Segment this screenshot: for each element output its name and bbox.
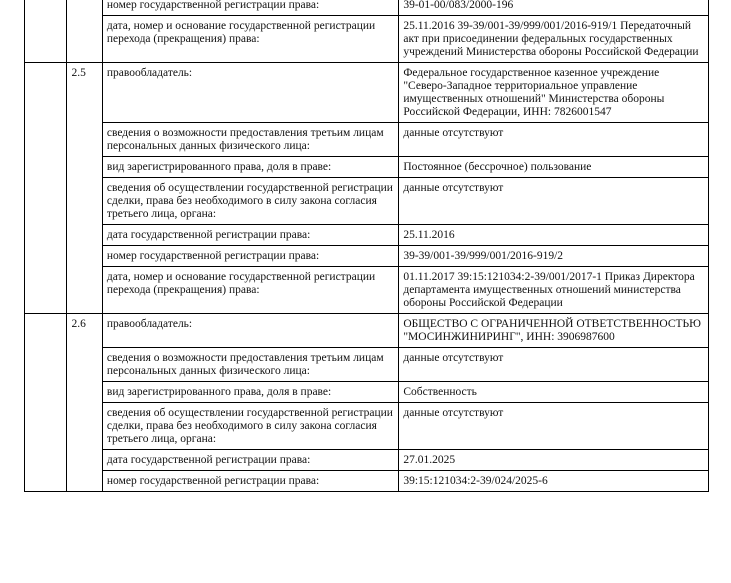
field-label: правообладатель:: [102, 63, 398, 123]
field-value: Собственность: [399, 382, 709, 403]
table-row: [25, 348, 709, 382]
field-label: номер государственной регистрации права:: [102, 471, 398, 492]
field-label: вид зарегистрированного права, доля в праве:: [102, 382, 398, 403]
margin-cell: [25, 63, 67, 314]
table-row: [25, 314, 709, 348]
field-label: сведения об осуществлении государственной регистрации сделки, права без необходимого в силу закона согласия третьего лица, органа:: [102, 178, 398, 225]
field-value: 39-01-00/083/2000-196: [399, 0, 709, 16]
registration-table: [24, 0, 709, 492]
field-value: 25.11.2016 39-39/001-39/999/001/2016-919/1 Передаточный акт при присоединении федеральных государственных учреждений Министерства обороны Российской Федерации: [399, 16, 709, 63]
table-row: [25, 382, 709, 403]
field-label: дата государственной регистрации права:: [102, 450, 398, 471]
field-value: 39-39/001-39/999/001/2016-919/2: [399, 246, 709, 267]
table-row: [25, 0, 709, 16]
field-label: сведения об осуществлении государственной регистрации сделки, права без необходимого в силу закона согласия третьего лица, органа:: [102, 403, 398, 450]
margin-cell: [25, 314, 67, 492]
field-label: вид зарегистрированного права, доля в праве:: [102, 157, 398, 178]
table-row: [25, 450, 709, 471]
table-row: [25, 157, 709, 178]
field-value: 25.11.2016: [399, 225, 709, 246]
field-value: Федеральное государственное казенное учреждение "Северо-Западное территориальное управление имущественных отношений" Министерства обороны Российской Федерации, ИНН: 7826001547: [399, 63, 709, 123]
field-value: данные отсутствуют: [399, 348, 709, 382]
section-number: 2.6: [67, 314, 102, 492]
table-row: [25, 403, 709, 450]
table-row: [25, 123, 709, 157]
table-row: [25, 178, 709, 225]
field-value: ОБЩЕСТВО С ОГРАНИЧЕННОЙ ОТВЕТСТВЕННОСТЬЮ "МОСИНЖИНИРИНГ", ИНН: 3906987600: [399, 314, 709, 348]
table-row: [25, 471, 709, 492]
field-label: сведения о возможности предоставления третьим лицам персональных данных физического лица:: [102, 123, 398, 157]
field-value: Постоянное (бессрочное) пользование: [399, 157, 709, 178]
table-row: [25, 246, 709, 267]
field-label: правообладатель:: [102, 314, 398, 348]
section-number: [67, 0, 102, 63]
field-label: дата государственной регистрации права:: [102, 225, 398, 246]
table-row: [25, 63, 709, 123]
field-value: 27.01.2025: [399, 450, 709, 471]
field-value: 39:15:121034:2-39/024/2025-6: [399, 471, 709, 492]
field-value: данные отсутствуют: [399, 178, 709, 225]
field-label: номер государственной регистрации права:: [102, 246, 398, 267]
field-label: номер государственной регистрации права:: [102, 0, 398, 16]
field-value: данные отсутствуют: [399, 403, 709, 450]
table-row: [25, 16, 709, 63]
field-label: сведения о возможности предоставления третьим лицам персональных данных физического лица:: [102, 348, 398, 382]
table-row: [25, 225, 709, 246]
field-value: 01.11.2017 39:15:121034:2-39/001/2017-1 Приказ Директора департамента имущественных отношений министерства обороны Российской Федерации: [399, 267, 709, 314]
table-row: [25, 267, 709, 314]
field-label: дата, номер и основание государственной регистрации перехода (прекращения) права:: [102, 267, 398, 314]
margin-cell: [25, 0, 67, 63]
section-number: 2.5: [67, 63, 102, 314]
field-value: данные отсутствуют: [399, 123, 709, 157]
field-label: дата, номер и основание государственной регистрации перехода (прекращения) права:: [102, 16, 398, 63]
